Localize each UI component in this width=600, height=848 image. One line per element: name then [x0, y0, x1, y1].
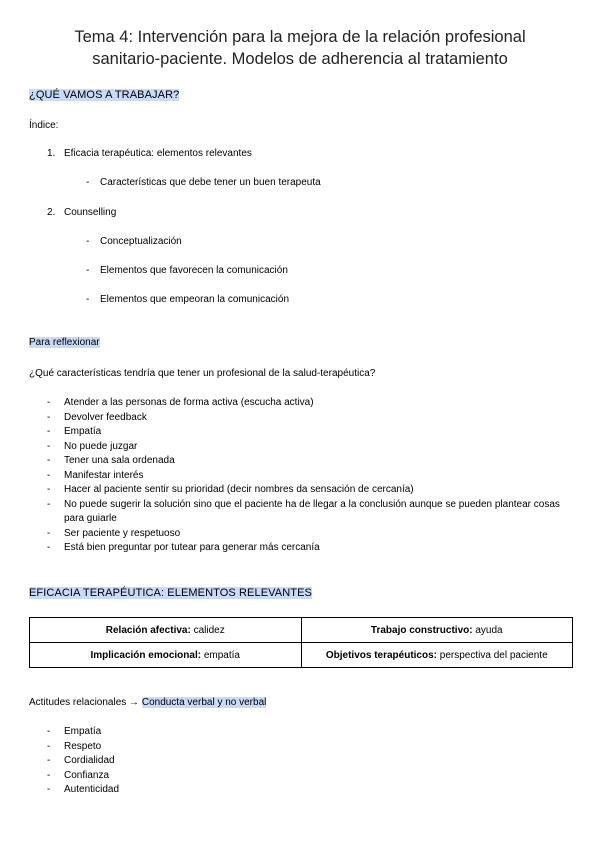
table-cell — [30, 618, 302, 643]
actitudes-prefix: Actitudes relacionales → — [29, 697, 140, 708]
indice-subitem-text: Elementos que favorecen la comunicación — [100, 265, 288, 276]
list-item: - Autenticidad — [47, 783, 347, 798]
dash-marker: - — [86, 265, 90, 276]
dash-marker: - — [86, 294, 90, 305]
cell-bold-label: Relación afectiva: — [105, 624, 191, 636]
indice-item-text: Eficacia terapéutica: elementos relevantes — [64, 148, 252, 159]
indice-label: Índice: — [29, 120, 59, 131]
list-item: - Ser paciente y respetuoso — [47, 527, 567, 542]
section-heading-que-vamos: ¿QUÉ VAMOS A TRABAJAR? — [29, 89, 180, 101]
list-item: - Tener una sala ordenada — [47, 454, 567, 469]
table-row — [30, 643, 573, 668]
table-row — [30, 618, 573, 643]
list-item: - Manifestar interés — [47, 469, 567, 484]
cell-value: empatía — [201, 649, 240, 661]
list-item: - Está bien preguntar por tutear para generar más cercanía — [47, 541, 567, 556]
list-item: - Confianza — [47, 769, 347, 784]
indice-item-text: Counselling — [64, 207, 117, 218]
page-title — [0, 26, 600, 70]
reflexionar-label: Para reflexionar — [29, 337, 100, 348]
cell-bold-label: Trabajo constructivo: — [370, 624, 473, 636]
cell-bold-label: Objetivos terapéuticos: — [325, 649, 437, 661]
reflexionar-question: ¿Qué características tendría que tener un profesional de la salud-terapéutica? — [29, 368, 376, 379]
cell-bold-label: Implicación emocional: — [90, 649, 202, 661]
list-item: - Cordialidad — [47, 754, 347, 769]
indice-item-number: 2. — [47, 207, 56, 218]
cell-value: calidez — [190, 624, 225, 636]
indice-subitem-text: Conceptualización — [100, 236, 182, 247]
actitudes-line — [29, 697, 266, 708]
cell-value: perspectiva del paciente — [437, 649, 548, 661]
cell-value: ayuda — [472, 624, 503, 636]
indice-subitem-text: Elementos que empeoran la comunicación — [100, 294, 289, 305]
actitudes-highlight: Conducta verbal y no verbal — [141, 697, 267, 708]
table-cell — [30, 643, 302, 668]
actitudes-bullet-list — [47, 725, 347, 798]
table-cell — [301, 618, 573, 643]
list-item: - Hacer al paciente sentir su prioridad (decir nombres da sensación de cercanía) — [47, 483, 567, 498]
dash-marker: - — [86, 177, 90, 188]
list-item: - Empatía — [47, 425, 567, 440]
list-item: - Atender a las personas de forma activa (escucha activa) — [47, 396, 567, 411]
dash-marker: - — [86, 236, 90, 247]
title-line-1: Tema 4: Intervención para la mejora de la relación profesional — [74, 28, 526, 46]
reflexionar-bullet-list — [47, 396, 567, 556]
section-heading-eficacia: EFICACIA TERAPÉUTICA: ELEMENTOS RELEVANTES — [29, 587, 312, 599]
eficacia-table — [29, 617, 573, 668]
list-item: - No puede juzgar — [47, 440, 567, 455]
list-item: - No puede sugerir la solución sino que el paciente ha de llegar a la conclusión aunque se pueden plantear cosas para guiarle — [47, 498, 567, 527]
indice-item-number: 1. — [47, 148, 56, 159]
list-item: - Empatía — [47, 725, 347, 740]
list-item: - Respeto — [47, 740, 347, 755]
indice-subitem-text: Características que debe tener un buen terapeuta — [100, 177, 321, 188]
title-line-2: sanitario-paciente. Modelos de adherencia al tratamiento — [92, 50, 508, 68]
table-cell — [301, 643, 573, 668]
list-item: - Devolver feedback — [47, 411, 567, 426]
